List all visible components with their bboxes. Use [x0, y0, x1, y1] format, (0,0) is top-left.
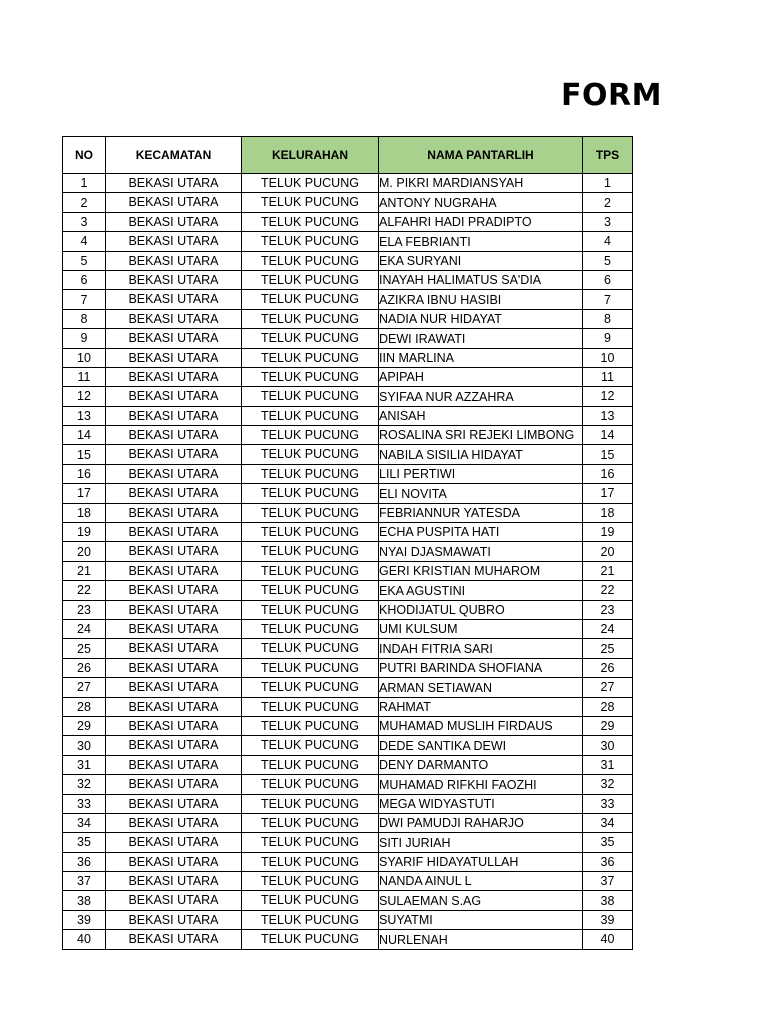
- cell-no: 3: [63, 212, 106, 231]
- cell-no: 18: [63, 503, 106, 522]
- cell-kelurahan: TELUK PUCUNG: [242, 290, 379, 309]
- cell-no: 37: [63, 872, 106, 891]
- cell-kecamatan: BEKASI UTARA: [106, 561, 242, 580]
- cell-kecamatan: BEKASI UTARA: [106, 930, 242, 949]
- table-row: [63, 736, 633, 755]
- table-row: [63, 445, 633, 464]
- cell-tps: 4: [583, 232, 633, 251]
- cell-kecamatan: BEKASI UTARA: [106, 367, 242, 386]
- cell-nama-pantarlih: DEDE SANTIKA DEWI: [379, 736, 583, 755]
- cell-no: 27: [63, 678, 106, 697]
- cell-no: 2: [63, 193, 106, 212]
- cell-tps: 36: [583, 852, 633, 871]
- cell-tps: 39: [583, 910, 633, 929]
- cell-nama-pantarlih: INDAH FITRIA SARI: [379, 639, 583, 658]
- table-row: [63, 639, 633, 658]
- cell-kecamatan: BEKASI UTARA: [106, 406, 242, 425]
- cell-tps: 7: [583, 290, 633, 309]
- cell-kelurahan: TELUK PUCUNG: [242, 930, 379, 949]
- header-kecamatan: KECAMATAN: [106, 137, 242, 174]
- cell-tps: 13: [583, 406, 633, 425]
- table-row: [63, 697, 633, 716]
- cell-tps: 35: [583, 833, 633, 852]
- cell-nama-pantarlih: INAYAH HALIMATUS SA'DIA: [379, 270, 583, 289]
- table-row: [63, 542, 633, 561]
- cell-tps: 33: [583, 794, 633, 813]
- cell-no: 31: [63, 755, 106, 774]
- cell-nama-pantarlih: ELI NOVITA: [379, 484, 583, 503]
- cell-kecamatan: BEKASI UTARA: [106, 794, 242, 813]
- cell-nama-pantarlih: DEWI IRAWATI: [379, 329, 583, 348]
- pantarlih-table: [62, 136, 633, 950]
- cell-kecamatan: BEKASI UTARA: [106, 387, 242, 406]
- cell-kelurahan: TELUK PUCUNG: [242, 426, 379, 445]
- cell-nama-pantarlih: EKA SURYANI: [379, 251, 583, 270]
- cell-no: 11: [63, 367, 106, 386]
- cell-tps: 9: [583, 329, 633, 348]
- cell-tps: 12: [583, 387, 633, 406]
- cell-kelurahan: TELUK PUCUNG: [242, 658, 379, 677]
- table-row: [63, 426, 633, 445]
- table-row: [63, 329, 633, 348]
- cell-tps: 10: [583, 348, 633, 367]
- cell-kecamatan: BEKASI UTARA: [106, 426, 242, 445]
- cell-kelurahan: TELUK PUCUNG: [242, 406, 379, 425]
- cell-tps: 34: [583, 813, 633, 832]
- cell-no: 10: [63, 348, 106, 367]
- cell-nama-pantarlih: NYAI DJASMAWATI: [379, 542, 583, 561]
- table-row: [63, 852, 633, 871]
- cell-kelurahan: TELUK PUCUNG: [242, 639, 379, 658]
- cell-tps: 21: [583, 561, 633, 580]
- cell-kecamatan: BEKASI UTARA: [106, 736, 242, 755]
- cell-kecamatan: BEKASI UTARA: [106, 619, 242, 638]
- cell-tps: 40: [583, 930, 633, 949]
- cell-kecamatan: BEKASI UTARA: [106, 523, 242, 542]
- cell-kecamatan: BEKASI UTARA: [106, 251, 242, 270]
- cell-kelurahan: TELUK PUCUNG: [242, 464, 379, 483]
- cell-no: 29: [63, 716, 106, 735]
- table-row: [63, 930, 633, 949]
- cell-tps: 30: [583, 736, 633, 755]
- cell-kecamatan: BEKASI UTARA: [106, 910, 242, 929]
- cell-nama-pantarlih: ECHA PUSPITA HATI: [379, 523, 583, 542]
- cell-nama-pantarlih: ANISAH: [379, 406, 583, 425]
- table-row: [63, 212, 633, 231]
- cell-tps: 5: [583, 251, 633, 270]
- cell-tps: 28: [583, 697, 633, 716]
- cell-kelurahan: TELUK PUCUNG: [242, 813, 379, 832]
- table-row: [63, 775, 633, 794]
- table-row: [63, 794, 633, 813]
- table-row: [63, 464, 633, 483]
- cell-no: 17: [63, 484, 106, 503]
- cell-nama-pantarlih: SYIFAA NUR AZZAHRA: [379, 387, 583, 406]
- cell-no: 32: [63, 775, 106, 794]
- cell-no: 5: [63, 251, 106, 270]
- document-title: FORM: [561, 78, 662, 113]
- cell-no: 1: [63, 174, 106, 193]
- table-row: [63, 348, 633, 367]
- cell-kelurahan: TELUK PUCUNG: [242, 367, 379, 386]
- cell-kecamatan: BEKASI UTARA: [106, 678, 242, 697]
- cell-nama-pantarlih: SUYATMI: [379, 910, 583, 929]
- cell-nama-pantarlih: ELA FEBRIANTI: [379, 232, 583, 251]
- cell-tps: 22: [583, 581, 633, 600]
- cell-kecamatan: BEKASI UTARA: [106, 852, 242, 871]
- cell-nama-pantarlih: RAHMAT: [379, 697, 583, 716]
- cell-no: 20: [63, 542, 106, 561]
- cell-tps: 31: [583, 755, 633, 774]
- cell-tps: 32: [583, 775, 633, 794]
- cell-kecamatan: BEKASI UTARA: [106, 309, 242, 328]
- cell-kelurahan: TELUK PUCUNG: [242, 270, 379, 289]
- cell-nama-pantarlih: SULAEMAN S.AG: [379, 891, 583, 910]
- cell-nama-pantarlih: MUHAMAD MUSLIH FIRDAUS: [379, 716, 583, 735]
- cell-nama-pantarlih: NABILA SISILIA HIDAYAT: [379, 445, 583, 464]
- cell-no: 30: [63, 736, 106, 755]
- cell-kelurahan: TELUK PUCUNG: [242, 193, 379, 212]
- table-row: [63, 232, 633, 251]
- table-row: [63, 174, 633, 193]
- cell-no: 23: [63, 600, 106, 619]
- cell-kelurahan: TELUK PUCUNG: [242, 775, 379, 794]
- cell-no: 6: [63, 270, 106, 289]
- table-row: [63, 484, 633, 503]
- cell-tps: 20: [583, 542, 633, 561]
- cell-kecamatan: BEKASI UTARA: [106, 503, 242, 522]
- header-nama-pantarlih: NAMA PANTARLIH: [379, 137, 583, 174]
- cell-no: 36: [63, 852, 106, 871]
- cell-kecamatan: BEKASI UTARA: [106, 212, 242, 231]
- cell-kelurahan: TELUK PUCUNG: [242, 581, 379, 600]
- cell-kecamatan: BEKASI UTARA: [106, 697, 242, 716]
- cell-nama-pantarlih: NADIA NUR HIDAYAT: [379, 309, 583, 328]
- cell-tps: 26: [583, 658, 633, 677]
- cell-kecamatan: BEKASI UTARA: [106, 464, 242, 483]
- cell-no: 16: [63, 464, 106, 483]
- cell-tps: 6: [583, 270, 633, 289]
- cell-nama-pantarlih: DWI PAMUDJI RAHARJO: [379, 813, 583, 832]
- cell-tps: 3: [583, 212, 633, 231]
- cell-kecamatan: BEKASI UTARA: [106, 581, 242, 600]
- cell-nama-pantarlih: FEBRIANNUR YATESDA: [379, 503, 583, 522]
- table-row: [63, 910, 633, 929]
- cell-kelurahan: TELUK PUCUNG: [242, 872, 379, 891]
- table-row: [63, 270, 633, 289]
- cell-nama-pantarlih: MUHAMAD RIFKHI FAOZHI: [379, 775, 583, 794]
- cell-kelurahan: TELUK PUCUNG: [242, 755, 379, 774]
- cell-kelurahan: TELUK PUCUNG: [242, 600, 379, 619]
- cell-no: 8: [63, 309, 106, 328]
- cell-kecamatan: BEKASI UTARA: [106, 833, 242, 852]
- cell-no: 21: [63, 561, 106, 580]
- cell-nama-pantarlih: SYARIF HIDAYATULLAH: [379, 852, 583, 871]
- cell-kelurahan: TELUK PUCUNG: [242, 736, 379, 755]
- header-tps: TPS: [583, 137, 633, 174]
- cell-no: 12: [63, 387, 106, 406]
- cell-kecamatan: BEKASI UTARA: [106, 891, 242, 910]
- cell-kecamatan: BEKASI UTARA: [106, 542, 242, 561]
- cell-no: 15: [63, 445, 106, 464]
- cell-kecamatan: BEKASI UTARA: [106, 658, 242, 677]
- cell-kelurahan: TELUK PUCUNG: [242, 329, 379, 348]
- table-body: [63, 174, 633, 950]
- cell-kelurahan: TELUK PUCUNG: [242, 716, 379, 735]
- table-row: [63, 600, 633, 619]
- cell-tps: 24: [583, 619, 633, 638]
- header-no: NO: [63, 137, 106, 174]
- table-row: [63, 367, 633, 386]
- cell-kelurahan: TELUK PUCUNG: [242, 794, 379, 813]
- cell-no: 34: [63, 813, 106, 832]
- cell-no: 40: [63, 930, 106, 949]
- table-row: [63, 833, 633, 852]
- cell-no: 39: [63, 910, 106, 929]
- cell-kelurahan: TELUK PUCUNG: [242, 174, 379, 193]
- cell-no: 14: [63, 426, 106, 445]
- cell-kelurahan: TELUK PUCUNG: [242, 542, 379, 561]
- cell-kelurahan: TELUK PUCUNG: [242, 678, 379, 697]
- cell-nama-pantarlih: PUTRI BARINDA SHOFIANA: [379, 658, 583, 677]
- cell-kecamatan: BEKASI UTARA: [106, 813, 242, 832]
- cell-kelurahan: TELUK PUCUNG: [242, 852, 379, 871]
- cell-tps: 23: [583, 600, 633, 619]
- cell-nama-pantarlih: ARMAN SETIAWAN: [379, 678, 583, 697]
- cell-kelurahan: TELUK PUCUNG: [242, 387, 379, 406]
- table-row: [63, 193, 633, 212]
- cell-no: 24: [63, 619, 106, 638]
- cell-no: 13: [63, 406, 106, 425]
- table-row: [63, 872, 633, 891]
- cell-tps: 29: [583, 716, 633, 735]
- cell-nama-pantarlih: ALFAHRI HADI PRADIPTO: [379, 212, 583, 231]
- cell-kelurahan: TELUK PUCUNG: [242, 697, 379, 716]
- cell-kelurahan: TELUK PUCUNG: [242, 833, 379, 852]
- cell-nama-pantarlih: ROSALINA SRI REJEKI LIMBONG: [379, 426, 583, 445]
- cell-kelurahan: TELUK PUCUNG: [242, 232, 379, 251]
- cell-tps: 2: [583, 193, 633, 212]
- cell-kecamatan: BEKASI UTARA: [106, 174, 242, 193]
- cell-no: 9: [63, 329, 106, 348]
- cell-tps: 25: [583, 639, 633, 658]
- cell-no: 4: [63, 232, 106, 251]
- cell-kelurahan: TELUK PUCUNG: [242, 309, 379, 328]
- table-row: [63, 251, 633, 270]
- cell-no: 38: [63, 891, 106, 910]
- cell-tps: 19: [583, 523, 633, 542]
- cell-no: 19: [63, 523, 106, 542]
- table-row: [63, 678, 633, 697]
- cell-kecamatan: BEKASI UTARA: [106, 755, 242, 774]
- table-row: [63, 561, 633, 580]
- cell-nama-pantarlih: APIPAH: [379, 367, 583, 386]
- cell-nama-pantarlih: IIN MARLINA: [379, 348, 583, 367]
- cell-tps: 8: [583, 309, 633, 328]
- table-row: [63, 755, 633, 774]
- cell-nama-pantarlih: MEGA WIDYASTUTI: [379, 794, 583, 813]
- cell-kecamatan: BEKASI UTARA: [106, 600, 242, 619]
- cell-kelurahan: TELUK PUCUNG: [242, 251, 379, 270]
- cell-nama-pantarlih: EKA AGUSTINI: [379, 581, 583, 600]
- cell-kecamatan: BEKASI UTARA: [106, 290, 242, 309]
- header-kelurahan: KELURAHAN: [242, 137, 379, 174]
- table-row: [63, 387, 633, 406]
- title-area: [0, 72, 662, 122]
- cell-tps: 16: [583, 464, 633, 483]
- cell-no: 26: [63, 658, 106, 677]
- table-row: [63, 581, 633, 600]
- cell-kecamatan: BEKASI UTARA: [106, 232, 242, 251]
- cell-nama-pantarlih: GERI KRISTIAN MUHAROM: [379, 561, 583, 580]
- cell-tps: 27: [583, 678, 633, 697]
- cell-tps: 11: [583, 367, 633, 386]
- cell-nama-pantarlih: SITI JURIAH: [379, 833, 583, 852]
- cell-nama-pantarlih: DENY DARMANTO: [379, 755, 583, 774]
- cell-kecamatan: BEKASI UTARA: [106, 193, 242, 212]
- cell-kelurahan: TELUK PUCUNG: [242, 212, 379, 231]
- cell-kecamatan: BEKASI UTARA: [106, 639, 242, 658]
- cell-kecamatan: BEKASI UTARA: [106, 484, 242, 503]
- cell-tps: 15: [583, 445, 633, 464]
- table-row: [63, 619, 633, 638]
- cell-kelurahan: TELUK PUCUNG: [242, 445, 379, 464]
- cell-kelurahan: TELUK PUCUNG: [242, 891, 379, 910]
- cell-nama-pantarlih: NURLENAH: [379, 930, 583, 949]
- table-row: [63, 290, 633, 309]
- cell-nama-pantarlih: M. PIKRI MARDIANSYAH: [379, 174, 583, 193]
- cell-kelurahan: TELUK PUCUNG: [242, 619, 379, 638]
- table-row: [63, 658, 633, 677]
- cell-tps: 1: [583, 174, 633, 193]
- cell-nama-pantarlih: AZIKRA IBNU HASIBI: [379, 290, 583, 309]
- cell-kecamatan: BEKASI UTARA: [106, 716, 242, 735]
- cell-kecamatan: BEKASI UTARA: [106, 445, 242, 464]
- cell-kecamatan: BEKASI UTARA: [106, 872, 242, 891]
- cell-no: 22: [63, 581, 106, 600]
- table-row: [63, 891, 633, 910]
- cell-tps: 37: [583, 872, 633, 891]
- table-row: [63, 503, 633, 522]
- cell-nama-pantarlih: NANDA AINUL L: [379, 872, 583, 891]
- cell-nama-pantarlih: UMI KULSUM: [379, 619, 583, 638]
- table-row: [63, 813, 633, 832]
- header-row: [63, 137, 633, 174]
- table-row: [63, 523, 633, 542]
- table-row: [63, 309, 633, 328]
- cell-no: 7: [63, 290, 106, 309]
- table-row: [63, 406, 633, 425]
- cell-tps: 18: [583, 503, 633, 522]
- cell-no: 25: [63, 639, 106, 658]
- cell-kelurahan: TELUK PUCUNG: [242, 910, 379, 929]
- cell-kelurahan: TELUK PUCUNG: [242, 561, 379, 580]
- cell-kelurahan: TELUK PUCUNG: [242, 348, 379, 367]
- cell-kelurahan: TELUK PUCUNG: [242, 503, 379, 522]
- cell-kecamatan: BEKASI UTARA: [106, 775, 242, 794]
- cell-tps: 38: [583, 891, 633, 910]
- cell-kelurahan: TELUK PUCUNG: [242, 523, 379, 542]
- cell-kecamatan: BEKASI UTARA: [106, 270, 242, 289]
- cell-kelurahan: TELUK PUCUNG: [242, 484, 379, 503]
- cell-nama-pantarlih: ANTONY NUGRAHA: [379, 193, 583, 212]
- cell-tps: 14: [583, 426, 633, 445]
- cell-tps: 17: [583, 484, 633, 503]
- cell-no: 28: [63, 697, 106, 716]
- table-row: [63, 716, 633, 735]
- cell-kecamatan: BEKASI UTARA: [106, 348, 242, 367]
- cell-kecamatan: BEKASI UTARA: [106, 329, 242, 348]
- cell-no: 35: [63, 833, 106, 852]
- cell-no: 33: [63, 794, 106, 813]
- cell-nama-pantarlih: KHODIJATUL QUBRO: [379, 600, 583, 619]
- cell-nama-pantarlih: LILI PERTIWI: [379, 464, 583, 483]
